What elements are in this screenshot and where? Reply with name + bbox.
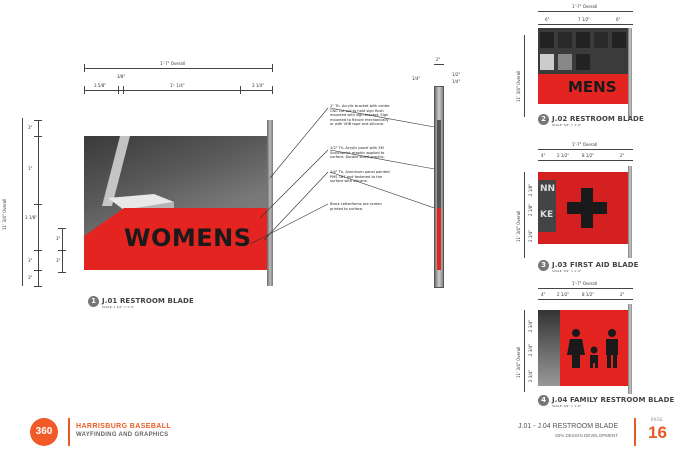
- dim-label: 1/2": [452, 72, 461, 77]
- dim-label: 2 1/2": [557, 153, 570, 158]
- dim-tick: [272, 64, 273, 72]
- mens-sign-panel: [538, 28, 628, 104]
- drawing-scale: SCALE: 3/4" = 1'-0": [552, 404, 582, 408]
- dim-label: 1'- 1/4": [170, 83, 185, 88]
- dim-label: 2": [620, 292, 625, 297]
- drawing-number-badge: 2: [538, 114, 549, 125]
- dim-tick: [272, 86, 273, 94]
- dim-label: 1/4": [452, 79, 461, 84]
- dim-tick: [34, 286, 42, 287]
- dim-line: [538, 24, 633, 25]
- drawing-title: J.02 RESTROOM BLADE: [552, 115, 644, 123]
- dim-label: 2 1/8": [528, 203, 533, 216]
- drawing-scale: SCALE: 1 1/2" = 1'-0": [102, 305, 135, 309]
- dim-label: 6": [616, 17, 621, 22]
- mens-bracket: [628, 28, 632, 118]
- dim-tick: [84, 64, 85, 72]
- drawing-title: J.01 RESTROOM BLADE: [102, 297, 194, 305]
- footer-divider: [68, 418, 70, 446]
- dim-tick: [240, 86, 241, 94]
- dim-label: 3 1/4": [252, 83, 265, 88]
- dim-label: 2 1/4": [528, 229, 533, 242]
- photo-strip-letters: NN: [540, 184, 556, 194]
- family-restroom-icon: [566, 328, 622, 368]
- dim-label: 3 5/8": [94, 83, 107, 88]
- family-bracket: [628, 304, 632, 394]
- first-aid-sign-panel: [538, 172, 628, 244]
- dim-line: [524, 310, 525, 392]
- dim-line: [538, 299, 633, 300]
- overall-dim-vertical: 11' 3/4" Overall: [516, 210, 521, 242]
- company-logo: 360: [30, 418, 58, 446]
- womens-sign-panel: [84, 136, 267, 270]
- dim-line: [22, 118, 23, 286]
- overall-dim-vertical: 11' 3/4" Overall: [2, 198, 7, 230]
- dim-label: 3": [28, 258, 33, 263]
- dim-label: 2 3/4": [528, 343, 533, 356]
- dim-label: 1": [28, 166, 33, 171]
- dim-tick: [58, 228, 66, 229]
- dim-label: 3": [28, 125, 33, 130]
- dim-label: 2 3/4": [528, 319, 533, 332]
- overall-dim: 1'-7" Overall: [160, 61, 186, 66]
- drawing-number-badge: 1: [88, 296, 99, 307]
- footer-divider: [634, 418, 636, 446]
- dim-label: 3/8": [117, 74, 126, 79]
- dim-label: 1/4": [412, 76, 421, 81]
- photo-strip: [538, 310, 560, 386]
- dim-tick: [84, 86, 85, 94]
- dim-line: [538, 11, 633, 12]
- dim-line: [84, 68, 272, 69]
- dim-tick: [58, 250, 66, 251]
- drawing-title: J.04 FAMILY RESTROOM BLADE: [552, 396, 675, 404]
- page-number: 16: [648, 423, 667, 442]
- overall-dim: 1'-7" Overall: [572, 142, 598, 147]
- dim-tick: [34, 136, 42, 137]
- drawing-scale: SCALE: 3/4" = 1'-0": [552, 123, 582, 127]
- note-bracket: 1" Th. Acrylic bracket with center CNC cut out to hold sign flush mounted with sign bracket. Sign mounted to fixture mechanically or with VHB tape and silicone.: [330, 104, 390, 127]
- dim-label: 4": [541, 292, 546, 297]
- dim-tick: [34, 270, 42, 271]
- dim-line: [538, 160, 633, 161]
- project-name: HARRISBURG BASEBALL: [76, 423, 172, 430]
- dim-line: [524, 172, 525, 258]
- dim-label: 4": [541, 153, 546, 158]
- dim-label: 2 3/4": [528, 369, 533, 382]
- dim-line: [38, 120, 39, 286]
- dim-label: 2 1/2": [557, 292, 570, 297]
- dim-tick: [34, 120, 42, 121]
- dim-line: [434, 64, 444, 65]
- dim-label: 2": [436, 57, 441, 62]
- design-phase: 50% DESIGN DEVELOPMENT: [555, 433, 618, 438]
- overall-dim-vertical: 11' 3/4" Overall: [516, 346, 521, 378]
- side-red-panel: [437, 208, 441, 270]
- dim-label: 2": [620, 153, 625, 158]
- drawing-number-badge: 3: [538, 260, 549, 271]
- note-aluminum-panel: 1/4" Th. Aluminum panel painted PMS 187 and fastened to the surface with silicone.: [330, 170, 390, 184]
- note-acrylic-panel: 1/2" Th. Acrylic panel with 3M Scotchprint graphic applied to surface. Double sided graphic.: [330, 146, 385, 160]
- dim-line: [538, 288, 633, 289]
- drawing-scale: SCALE: 3/4" = 1'-0": [552, 269, 582, 273]
- dim-label: 3": [56, 236, 61, 241]
- family-sign-panel: [538, 310, 628, 386]
- overall-dim: 1'-7" Overall: [572, 4, 598, 9]
- dim-tick: [34, 250, 42, 251]
- drawing-number-badge: 4: [538, 395, 549, 406]
- dim-label: 2 1/8": [528, 183, 533, 196]
- sheet-title: J.01 - J.04 RESTROOM BLADE: [518, 423, 618, 430]
- dim-label: 8 1/2": [582, 153, 595, 158]
- first-aid-cross-icon-bar: [567, 202, 607, 214]
- note-letterforms: Black Letterforms are screen printed to surface.: [330, 202, 382, 211]
- photo-strip-letters: KE: [540, 210, 554, 220]
- dim-label: 3": [28, 275, 33, 280]
- dim-line: [538, 149, 633, 150]
- dim-tick: [123, 86, 124, 94]
- dim-tick: [118, 86, 119, 94]
- first-aid-bracket: [628, 166, 632, 258]
- dim-label: 7 1/2": [578, 17, 591, 22]
- dim-label: 8 1/2": [582, 292, 595, 297]
- dim-label: 3 1/8": [25, 215, 38, 220]
- dim-line: [524, 35, 525, 117]
- drawing-title: J.03 FIRST AID BLADE: [552, 261, 639, 269]
- dim-label: 3": [56, 258, 61, 263]
- dim-tick: [58, 272, 66, 273]
- page-label: PAGE: [651, 417, 664, 422]
- dim-tick: [34, 204, 42, 205]
- overall-dim-vertical: 11' 3/4" Overall: [516, 70, 521, 102]
- mens-sign-text: MENS: [568, 78, 617, 96]
- dim-label: 6": [545, 17, 550, 22]
- overall-dim: 1'-7" Overall: [572, 281, 598, 286]
- dim-line: [84, 90, 272, 91]
- project-subtitle: WAYFINDING AND GRAPHICS: [76, 432, 169, 438]
- womens-sign-text: WOMENS: [124, 224, 252, 252]
